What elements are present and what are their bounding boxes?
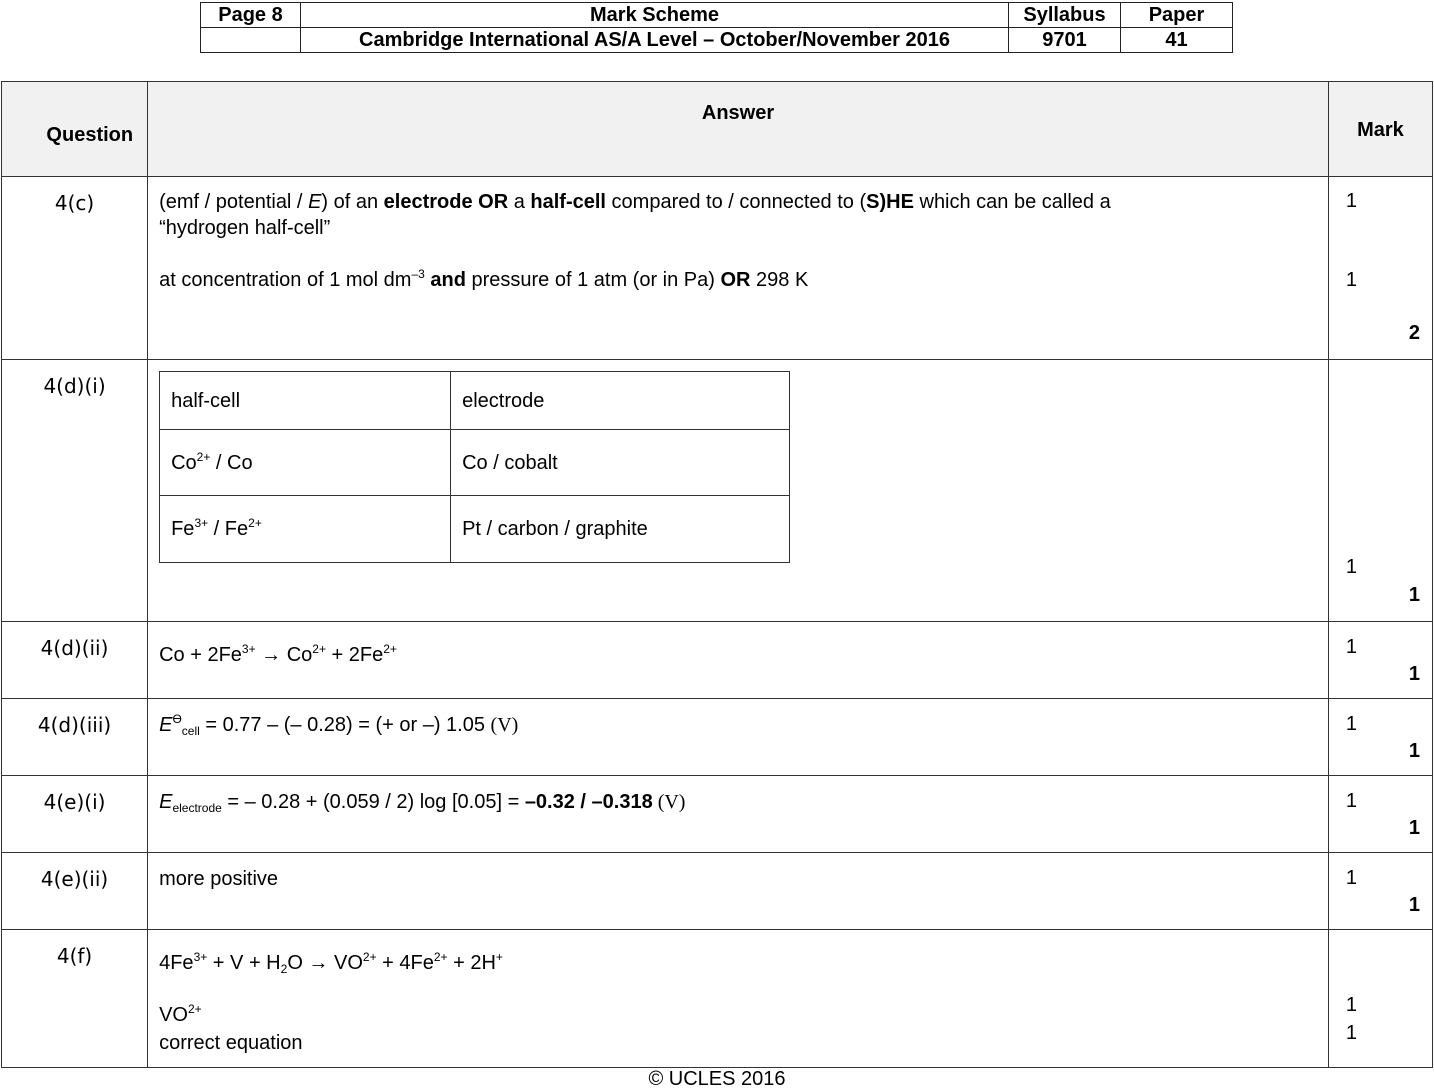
answer-cell: more positive (148, 853, 1329, 930)
text: + 4Fe (376, 952, 434, 974)
table-row (2, 776, 1433, 853)
mark-value: 1 (1345, 556, 1358, 578)
superscript: 2+ (248, 516, 262, 530)
superscript: 3+ (194, 516, 209, 530)
text: Fe (171, 518, 195, 540)
inner-header-half-cell: half-cell (160, 372, 451, 430)
unit: (V) (652, 791, 686, 813)
paper-label: Paper (1121, 3, 1233, 28)
table-row (2, 360, 1433, 622)
text: Co + 2Fe (159, 644, 242, 666)
text: compared to / connected to ( (605, 191, 867, 213)
mark-total: 2 (1408, 322, 1420, 344)
table-row (2, 622, 1433, 699)
text: = 0.77 – (– 0.28) = (+ or –) 1.05 (199, 714, 491, 736)
page-number: Page 8 (201, 3, 301, 28)
bold-text: S)HE (866, 191, 914, 213)
mark-value: 1 (1345, 636, 1358, 658)
mark-value: 1 (1345, 190, 1358, 212)
text: + 2H (447, 952, 496, 974)
answer-cell (148, 699, 1329, 776)
answer-line: correct equation (159, 1032, 303, 1054)
paper-number: 41 (1121, 28, 1233, 53)
standard-symbol: ϴ (172, 712, 182, 726)
bold-text: OR (720, 269, 751, 291)
answer-cell (148, 177, 1329, 360)
text: which can be called a (913, 191, 1111, 213)
mark-value: 1 (1345, 867, 1358, 889)
text: ) of an (321, 191, 384, 213)
mark-value: 1 (1345, 994, 1358, 1016)
table-row (2, 930, 1433, 1068)
mark-cell (1328, 360, 1432, 622)
mark-total: 1 (1408, 663, 1420, 685)
inner-row (160, 496, 790, 563)
half-cell-value (160, 496, 451, 563)
mark-total: 1 (1408, 584, 1420, 606)
blank-cell (201, 28, 301, 53)
text: 4Fe (159, 952, 194, 974)
text: + V + H (207, 952, 281, 974)
bold-text: half-cell (530, 191, 606, 213)
symbol-e: E (159, 791, 173, 813)
question-column-header: Question (2, 82, 148, 177)
question-number: 4(c) (2, 177, 148, 360)
text: = – 0.28 + (0.059 / 2) log [0.05] = (221, 791, 525, 813)
text: + 2Fe (325, 644, 384, 666)
superscript: + (495, 950, 503, 964)
mark-total: 1 (1408, 894, 1420, 916)
answer-line (159, 1002, 1318, 1028)
syllabus-code: 9701 (1009, 28, 1121, 53)
text: a (508, 191, 531, 213)
syllabus-label: Syllabus (1009, 3, 1121, 28)
question-number: 4(d)(i) (2, 360, 148, 622)
text: / Fe (208, 518, 249, 540)
question-number: 4(d)(iii) (2, 699, 148, 776)
text: → Co (255, 644, 313, 666)
subscript: 2 (280, 962, 288, 976)
subscript: electrode (172, 801, 222, 815)
mark-cell (1328, 622, 1432, 699)
equation (159, 950, 1318, 976)
answer-cell (148, 930, 1329, 1068)
text: at concentration of 1 mol dm (159, 269, 412, 291)
mark-cell (1328, 853, 1432, 930)
half-cell-value (160, 430, 451, 496)
question-number: 4(d)(ii) (2, 622, 148, 699)
superscript: 2+ (196, 449, 211, 464)
superscript: 2+ (188, 1002, 202, 1016)
question-number: 4(e)(ii) (2, 853, 148, 930)
mark-cell (1328, 699, 1432, 776)
mark-cell (1328, 177, 1432, 360)
half-cell-table (159, 371, 790, 563)
doc-type: Mark Scheme (301, 3, 1009, 28)
superscript: 3+ (193, 950, 208, 964)
bold-text: and (430, 269, 466, 291)
text: pressure of 1 atm (or in Pa) (465, 269, 721, 291)
mark-value: 1 (1345, 713, 1358, 735)
unit: (V) (490, 714, 519, 736)
mark-value: 1 (1345, 1022, 1358, 1044)
superscript: –3 (411, 267, 425, 281)
inner-header-row (160, 372, 790, 430)
answer-cell (148, 622, 1329, 699)
table-row (2, 853, 1433, 930)
mark-column-header: Mark (1328, 82, 1432, 177)
text: / Co (210, 451, 253, 474)
mark-value: 1 (1345, 269, 1358, 291)
inner-row (160, 430, 790, 496)
question-number: 4(e)(i) (2, 776, 148, 853)
mark-value: 1 (1345, 790, 1358, 812)
text: VO (159, 1004, 188, 1026)
exam-title: Cambridge International AS/A Level – October/November 2016 (301, 28, 1009, 53)
superscript: 2+ (312, 642, 326, 656)
bold-text: –0.32 / –0.318 (524, 791, 653, 813)
answer-line (159, 267, 1318, 293)
subscript: cell (181, 724, 200, 738)
superscript: 2+ (383, 642, 397, 656)
question-number: 4(f) (2, 930, 148, 1068)
table-row (2, 699, 1433, 776)
bold-text: electrode OR (383, 191, 509, 213)
table-row (2, 177, 1433, 360)
electrode-value: Pt / carbon / graphite (451, 496, 790, 563)
answer-line (159, 189, 1318, 215)
answer-column-header: Answer (148, 82, 1329, 177)
text: O → VO (287, 952, 363, 974)
answer-line: “hydrogen half-cell” (159, 217, 331, 239)
text: Co (171, 451, 197, 474)
answer-cell (148, 776, 1329, 853)
superscript: 2+ (433, 950, 448, 964)
text: (emf / potential / (159, 191, 309, 213)
symbol-e: E (308, 191, 322, 213)
superscript: 3+ (241, 642, 256, 656)
mark-total: 1 (1408, 817, 1420, 839)
document-header (200, 2, 1233, 53)
inner-header-electrode: electrode (451, 372, 790, 430)
mark-cell (1328, 776, 1432, 853)
mark-cell (1328, 930, 1432, 1068)
superscript: 2+ (362, 950, 377, 964)
text: 298 K (750, 269, 809, 291)
table-header-row (2, 82, 1433, 177)
copyright-footer: © UCLES 2016 (648, 1068, 786, 1090)
electrode-value: Co / cobalt (451, 430, 790, 496)
mark-total: 1 (1408, 740, 1420, 762)
mark-scheme-table (1, 81, 1433, 1068)
answer-cell (148, 360, 1329, 622)
symbol-e: E (159, 714, 173, 736)
